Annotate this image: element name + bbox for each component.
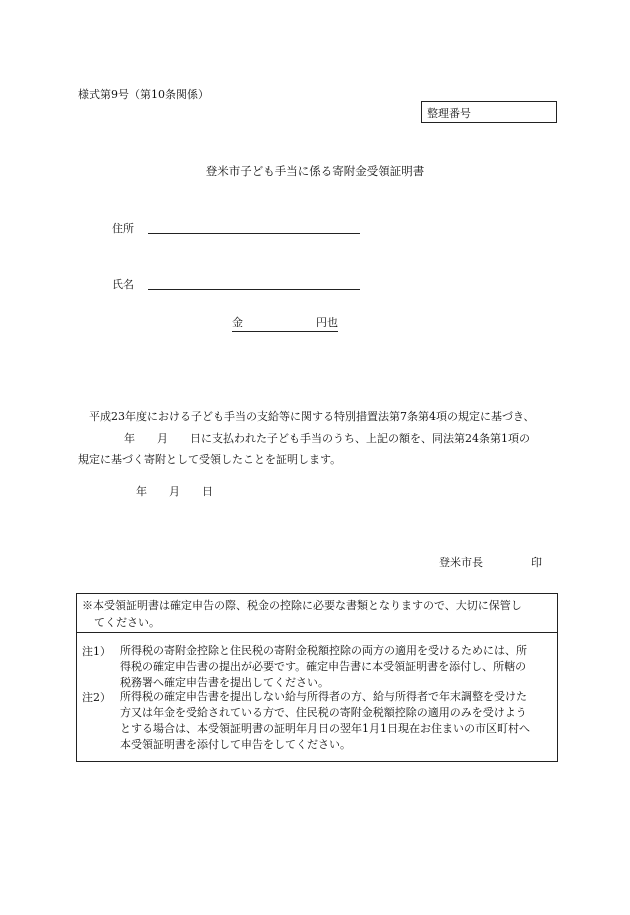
amount-field [232,314,338,332]
note-line: 所得税の寄附金控除と住民税の寄附金税額控除の両方の適用を受けるためには、所 [120,644,527,657]
notice-box [76,593,558,633]
seal-mark: 印 [531,556,542,569]
amount-prefix: 金 [232,316,243,329]
name-label: 氏名 [112,278,134,291]
body-line: 規定に基づく寄附として受領したことを証明します。 [78,453,342,466]
amount-suffix: 円也 [316,316,338,329]
note-line: とする場合は、本受領証明書の証明年月日の翌年1月1日現在お住まいの市区町村へ [120,722,530,735]
note-mark: 注2） [82,691,111,704]
issue-date: 年 月 日 [136,485,213,498]
notice-line: てください。 [94,616,160,629]
notes-box [76,632,558,762]
mayor-signature [432,541,542,570]
certification-text [78,406,535,471]
address-line [148,233,360,234]
notice-line: ※本受領証明書は確定申告の際、税金の控除に必要な書類となりますので、大切に保管し [82,599,522,612]
body-line: 平成23年度における子ども手当の支給等に関する特別措置法第7条第4項の規定に基づき、 [89,410,535,423]
note-line: 方又は年金を受給されている方で、住民税の寄附金税額控除の適用のみを受けよう [120,706,527,719]
address-label: 住所 [112,222,134,235]
document-title: 登米市子ども手当に係る寄附金受領証明書 [205,164,425,178]
note-line: 所得税の確定申告書を提出しない給与所得者の方、給与所得者で年末調整を受けた [120,690,527,703]
body-line: 年 月 日に支払われた子ども手当のうち、上記の額を、同法第24条第1項の [124,431,530,445]
note-line: 得税の確定申告書の提出が必要です。確定申告書に本受領証明書を添付し、所轄の [120,660,527,673]
name-line [148,289,360,290]
note-mark: 注1） [82,645,111,658]
note-line: 税務署へ確定申告書を提出してください。 [120,676,329,689]
reference-number-label: 整理番号 [427,107,471,120]
reference-number-box [421,101,557,123]
note-line: 本受領証明書を添付して申告をしてください。 [120,738,351,751]
mayor-label: 登米市長 [439,556,483,569]
form-number: 様式第9号（第10条関係） [78,88,209,101]
